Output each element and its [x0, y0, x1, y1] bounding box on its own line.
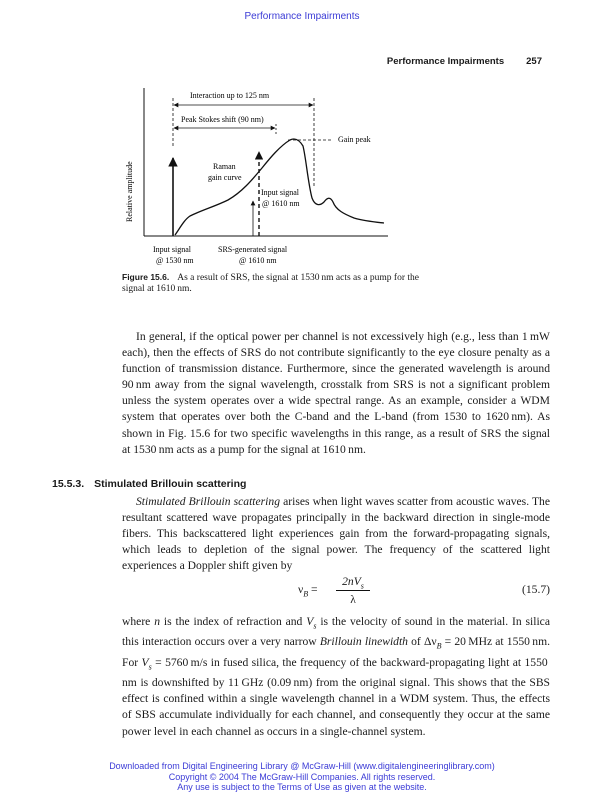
paragraph-sbs	[122, 494, 550, 574]
label-peak-shift: Peak Stokes shift (90 nm)	[181, 115, 264, 124]
footer-terms-link[interactable]: Any use is subject to the Terms of Use as given at the website.	[177, 782, 427, 792]
figure-svg	[120, 88, 390, 268]
figure-caption	[122, 272, 422, 295]
label-input-1610-1: Input signal	[261, 188, 299, 197]
label-srs-2: @ 1610 nm	[239, 256, 277, 265]
footer-download-link[interactable]: Downloaded from Digital Engineering Library @ McGraw-Hill (www.digitalengineeringlibrary.com)	[109, 761, 495, 771]
paragraph-srs	[122, 329, 550, 458]
label-srs-1: SRS-generated signal	[218, 245, 288, 254]
label-raman-2: gain curve	[208, 173, 242, 182]
equation-number: (15.7)	[521, 583, 550, 596]
label-raman-1: Raman	[213, 162, 236, 171]
section-title: Stimulated Brillouin scattering	[94, 478, 247, 490]
label-gain-peak: Gain peak	[338, 135, 371, 144]
paragraph-brillouin-text: where n is the index of refraction and $V_s$ is the velocity of sound in the material. In silica this interaction occurs over a very narrow Brillouin linewidth of $\Delta\nu_B = 20$ MHz at 1550 nm. For $V_s = 5760$ m/s in fused silica, the frequency of the backward-propagating light at 1550 nm is downshifted by 11 GHz (0.09 nm) from the original signal. This shows that the SBS effect is confined within a single wavelength channel in a WDM system. Thus, the effects of SBS accumulate individually for each channel, and consequently they occur at the same power level in each channel as occurs in a single-channel system.	[122, 615, 550, 738]
y-axis-label: Relative amplitude	[125, 161, 134, 222]
label-input-1610-2: @ 1610 nm	[262, 199, 300, 208]
caption-text: As a result of SRS, the signal at 1530 nm acts as a pump for the signal at 1610 nm.	[122, 273, 419, 294]
equation-lhs: $\nu_B$ =	[298, 583, 318, 599]
caption-label: Figure 15.6.	[122, 272, 170, 282]
equation-15-7	[122, 575, 550, 611]
running-head	[387, 56, 542, 67]
page-number: 257	[526, 56, 542, 67]
figure-srs-diagram	[120, 88, 390, 268]
equation-denominator: λ	[350, 593, 356, 606]
paragraph-sbs-rest: arises when light waves scatter from acoustic waves. The resultant scattered wave propagates principally in the backward direction in single-mode fibers. This backscattered light experiences gain from the forward-propagating signals, which leads to depletion of the signal power. The frequency of the scattered light experiences a Doppler shift given by	[122, 495, 550, 573]
label-input-1530-2: @ 1530 nm	[156, 256, 194, 265]
label-input-1530-1: Input signal	[153, 245, 191, 254]
paragraph-srs-text: In general, if the optical power per channel is not excessively high (e.g., less than 1 mW each), then the effects of SRS do not contribute significantly to the eye closure penalty as a function of transmission distance. Furthermore, since the generated wavelength is around 90 nm away from the signal wavelength, crosstalk from SRS is not a significant problem unless the system operates over a wide spectral range. As an example, consider a WDM system that operates over both the C-band and the L-band (from 1530 to 1620 nm). As shown in Fig. 15.6 for two specific wavelengths in this range, as a result of SRS the signal at 1530 nm acts as a pump for the signal at 1610 nm.	[122, 330, 550, 456]
raman-gain-curve	[175, 139, 384, 235]
footer-copyright	[0, 761, 604, 793]
footer-copyright-line: Copyright © 2004 The McGraw-Hill Companies. All rights reserved.	[168, 771, 436, 782]
running-head-title: Performance Impairments	[386, 56, 505, 67]
paragraph-sbs-text	[122, 494, 550, 574]
section-number: 15.5.3.	[52, 478, 85, 490]
term-sbs: Stimulated Brillouin scattering	[136, 495, 281, 508]
paragraph-brillouin	[122, 614, 550, 740]
section-heading	[52, 478, 246, 490]
top-banner: Performance Impairments	[244, 11, 360, 22]
label-interaction: Interaction up to 125 nm	[190, 91, 270, 100]
equation-numerator: $2nV_s$	[336, 575, 370, 591]
